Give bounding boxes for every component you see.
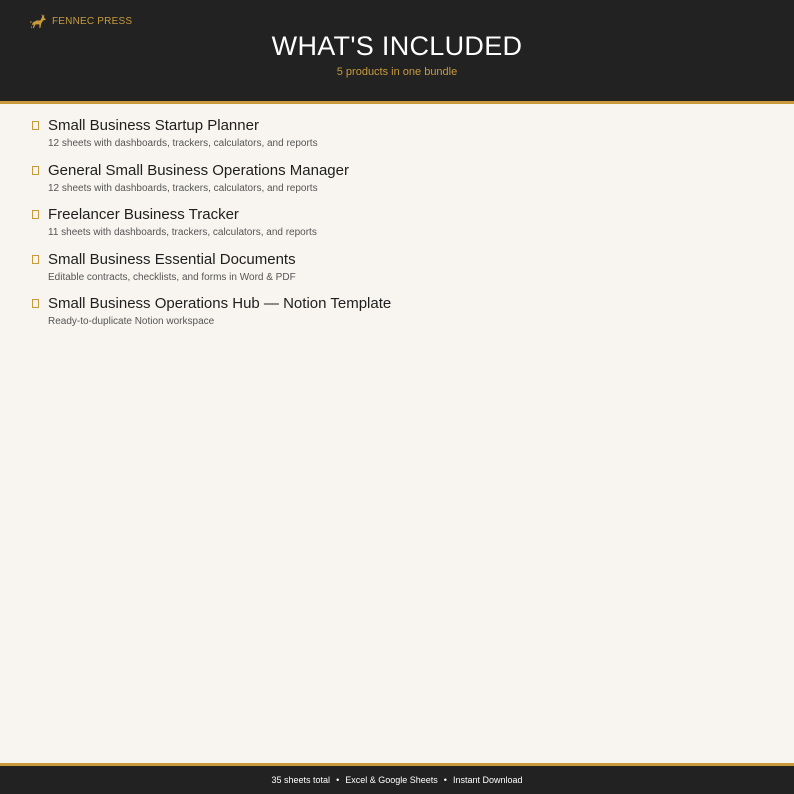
page-title: WHAT'S INCLUDED	[271, 31, 523, 61]
item-title: Freelancer Business Tracker	[48, 206, 239, 223]
footer-bar	[0, 763, 794, 794]
bullet-icon	[32, 255, 39, 264]
list-item	[32, 117, 772, 162]
footer-sheets-total: 35 sheets total	[271, 775, 331, 785]
list-item	[32, 251, 772, 296]
item-description: 12 sheets with dashboards, trackers, calculators, and reports	[48, 138, 318, 149]
bullet-icon	[32, 299, 39, 308]
footer-delivery: Instant Download	[452, 775, 523, 785]
item-description: 12 sheets with dashboards, trackers, calculators, and reports	[48, 182, 318, 194]
item-title: Small Business Operations Hub — Notion Template	[48, 295, 392, 312]
bullet-icon	[32, 210, 39, 219]
item-title: General Small Business Operations Manager	[48, 161, 349, 179]
header-banner	[0, 0, 794, 104]
product-list	[32, 117, 772, 340]
brand	[28, 13, 132, 30]
fox-icon	[28, 13, 47, 30]
list-item	[32, 295, 772, 340]
item-description: Editable contracts, checklists, and forms in Word & PDF	[48, 271, 296, 283]
item-title: Small Business Essential Documents	[48, 250, 296, 268]
item-title: Small Business Startup Planner	[48, 117, 259, 134]
list-item	[32, 206, 772, 251]
bullet-icon	[32, 166, 39, 175]
bullet-icon	[32, 121, 39, 130]
footer-formats: Excel & Google Sheets	[345, 775, 438, 785]
brand-name: FENNEC PRESS	[52, 16, 133, 27]
footer-separator: •	[336, 775, 340, 785]
list-item	[32, 162, 772, 207]
item-description: 11 sheets with dashboards, trackers, calculators, and reports	[48, 227, 317, 238]
footer-separator: •	[443, 775, 447, 785]
item-description: Ready-to-duplicate Notion workspace	[48, 316, 215, 327]
page-subtitle: 5 products in one bundle	[336, 66, 458, 78]
